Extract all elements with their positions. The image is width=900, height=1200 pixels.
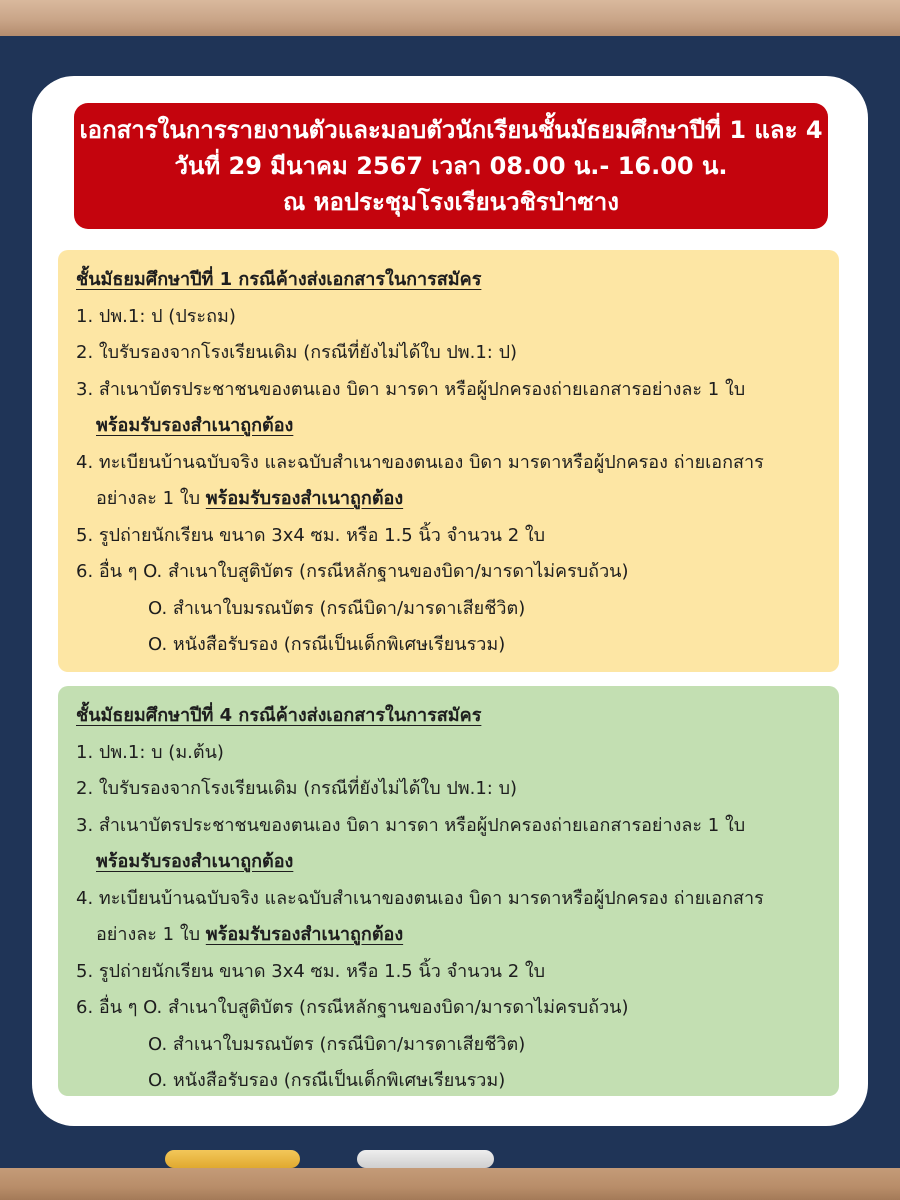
emphasis-text: พร้อมรับรองสำเนาถูกต้อง [205, 488, 404, 509]
list-item: 5. รูปถ่ายนักเรียน ขนาด 3x4 ซม. หรือ 1.5 นิ้ว จำนวน 2 ใบ [76, 960, 546, 982]
list-item-continuation [76, 481, 821, 518]
sub-item: O. สำเนาใบมรณบัตร (กรณีบิดา/มารดาเสียชีวิต) [148, 597, 526, 619]
title-line-1: เอกสารในการรายงานตัวและมอบตัวนักเรียนชั้นมัธยมศึกษาปีที่ 1 และ 4 [79, 116, 823, 144]
section-heading: ชั้นมัธยมศึกษาปีที่ 1 กรณีค้างส่งเอกสารในการสมัคร [76, 269, 482, 290]
sub-item: O. หนังสือรับรอง (กรณีเป็นเด็กพิเศษเรียนรวม) [148, 634, 506, 655]
section-m1-documents [58, 250, 839, 672]
list-item: 2. ใบรับรองจากโรงเรียนเดิม (กรณีที่ยังไม่ได้ใบ ปพ.1: ป) [76, 342, 518, 363]
list-item: 1. ปพ.1: บ (ม.ต้น) [76, 741, 224, 763]
title-banner [74, 103, 828, 229]
emphasis-text: พร้อมรับรองสำเนาถูกต้อง [205, 924, 404, 945]
list-item: 4. ทะเบียนบ้านฉบับจริง และฉบับสำเนาของตนเอง บิดา มารดาหรือผู้ปกครอง ถ่ายเอกสาร [76, 451, 764, 473]
list-item-continuation [76, 917, 821, 954]
list-item: 6. อื่น ๆ O. สำเนาใบสูติบัตร (กรณีหลักฐานของบิดา/มารดาไม่ครบถ้วน) [76, 997, 629, 1018]
list-item-continuation [76, 844, 821, 881]
list-item: 4. ทะเบียนบ้านฉบับจริง และฉบับสำเนาของตนเอง บิดา มารดาหรือผู้ปกครอง ถ่ายเอกสาร [76, 887, 764, 909]
title-line-3: ณ หอประชุมโรงเรียนวชิรป่าซาง [283, 188, 619, 216]
list-item: 2. ใบรับรองจากโรงเรียนเดิม (กรณีที่ยังไม่ได้ใบ ปพ.1: บ) [76, 778, 518, 799]
white-chalk-stick [357, 1150, 494, 1168]
emphasis-text: พร้อมรับรองสำเนาถูกต้อง [96, 851, 294, 872]
list-item-continuation [76, 408, 821, 445]
list-item: 1. ปพ.1: ป (ประถม) [76, 305, 236, 327]
sub-item: O. สำเนาใบมรณบัตร (กรณีบิดา/มารดาเสียชีวิต) [148, 1033, 526, 1055]
title-line-2: วันที่ 29 มีนาคม 2567 เวลา 08.00 น.- 16.00 น. [174, 152, 728, 180]
list-item: 3. สำเนาบัตรประชาชนของตนเอง บิดา มารดา หรือผู้ปกครองถ่ายเอกสารอย่างละ 1 ใบ [76, 378, 746, 400]
list-item-text: อย่างละ 1 ใบ [96, 488, 206, 509]
list-item: 3. สำเนาบัตรประชาชนของตนเอง บิดา มารดา หรือผู้ปกครองถ่ายเอกสารอย่างละ 1 ใบ [76, 814, 746, 836]
sub-item: O. หนังสือรับรอง (กรณีเป็นเด็กพิเศษเรียนรวม) [148, 1070, 506, 1091]
yellow-chalk-stick [165, 1150, 300, 1168]
wood-frame-bottom [0, 1168, 900, 1200]
wood-frame-top [0, 0, 900, 36]
list-item: 5. รูปถ่ายนักเรียน ขนาด 3x4 ซม. หรือ 1.5 นิ้ว จำนวน 2 ใบ [76, 524, 546, 546]
emphasis-text: พร้อมรับรองสำเนาถูกต้อง [96, 415, 294, 436]
section-m4-documents [58, 686, 839, 1096]
list-item-text: อย่างละ 1 ใบ [96, 924, 206, 945]
section-heading: ชั้นมัธยมศึกษาปีที่ 4 กรณีค้างส่งเอกสารในการสมัคร [76, 705, 482, 726]
list-item: 6. อื่น ๆ O. สำเนาใบสูติบัตร (กรณีหลักฐานของบิดา/มารดาไม่ครบถ้วน) [76, 561, 629, 582]
